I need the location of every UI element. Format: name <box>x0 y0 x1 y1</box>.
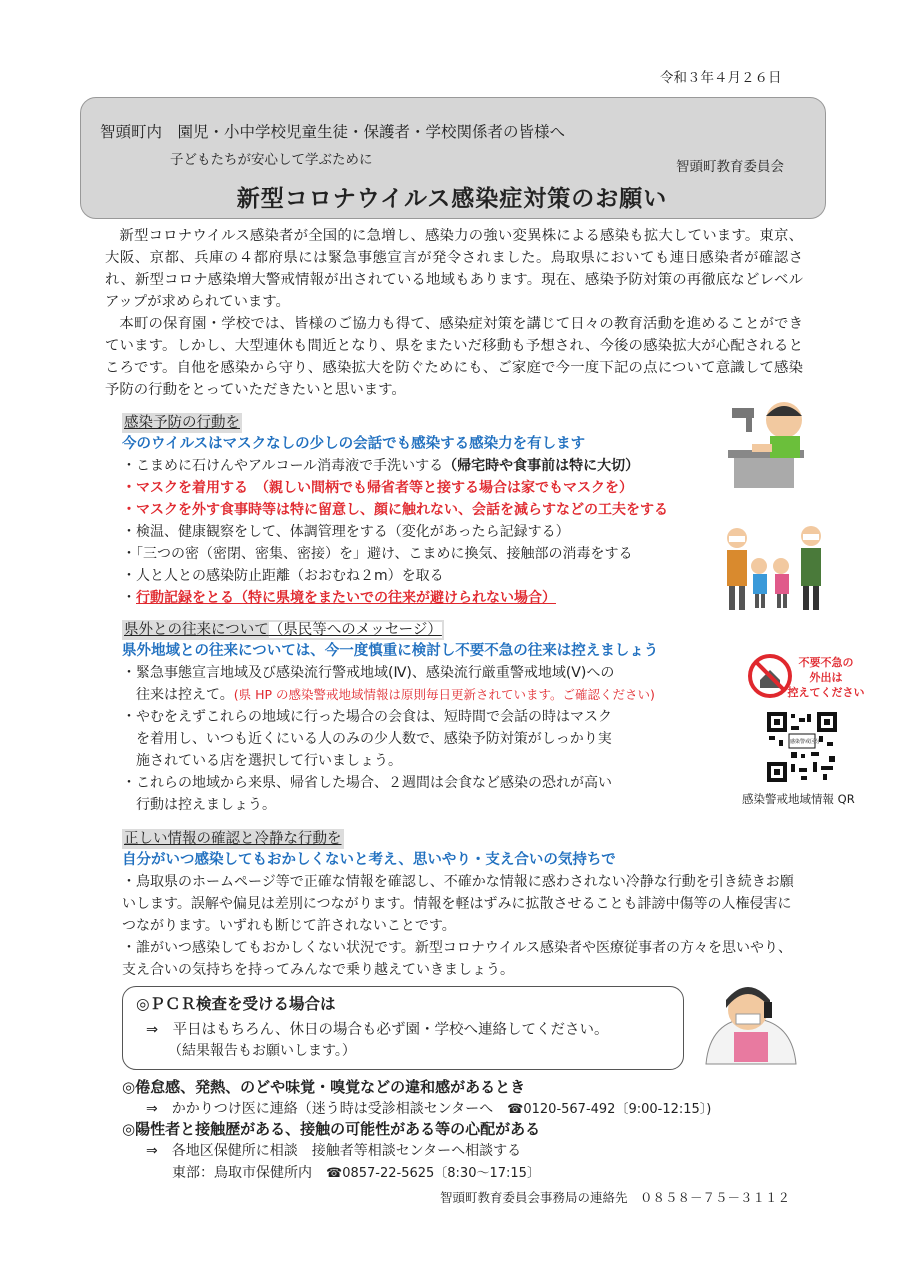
contact-line: ⇒ 各地区保健所に相談 接触者等相談センターへ相談する <box>146 1143 522 1159</box>
list-item: ・これらの地域から来県、帰省した場合、２週間は会食など感染の恐れが高い <box>122 775 612 791</box>
svg-text:外出は: 外出は <box>809 671 843 684</box>
handwashing-illustration <box>722 392 812 492</box>
contact-center: 東部：鳥取市保健所内 ☎0857-22-5625〔8:30～17:15〕 <box>172 1165 540 1181</box>
list-item: ・マスクを着用する （親しい間柄でも帰省者等と接する場合は家でもマスクを） <box>122 480 633 496</box>
issuer: 智頭町教育委員会 <box>676 159 784 175</box>
subtitle: 子どもたちが安心して学ぶために <box>170 152 373 168</box>
no-going-out-sign-icon <box>746 650 864 702</box>
family-mask-illustration <box>715 522 833 612</box>
page-title: 新型コロナウイルス感染症対策のお願い <box>236 186 668 212</box>
pcr-title: ◎ＰＣＲ検査を受ける場合は <box>136 995 336 1013</box>
footer-contact: 智頭町教育委員会事務局の連絡先 ０８５８－７５－３１１２ <box>440 1190 791 1205</box>
recipient-line: 智頭町内 園児・小中学校児童生徒・保護者・学校関係者の皆様へ <box>100 123 566 141</box>
symptoms-line: ⇒ かかりつけ医に連絡（迷う時は受診相談センターへ ☎0120-567-492〔9:00-12:15〕) <box>146 1101 712 1117</box>
list-item: ・検温、健康観察をして、体調管理をする（変化があったら記録する） <box>122 524 570 540</box>
section3-heading: 正しい情報の確認と冷静な行動を <box>124 831 342 847</box>
intro-paragraph-2: 本町の保育園・学校では、皆様のご協力も得て、感染症対策を講じて日々の教育活動を進めることができています。しかし、大型連休も間近となり、県をまたいだ移動も予想され、今後の感染拡大が心配されるところです。自他を感染から守り、感染拡大を防ぐためにも、ご家庭で今一度下記の点について意識して感染予防の行動をとっていただきたいと思います。 <box>105 316 803 398</box>
list-item-continued: 施されている店を選択して行いましょう。 <box>136 753 402 769</box>
list-item: ・緊急事態宣言地域及び感染流行警戒地域(Ⅳ)、感染流行厳重警戒地域(Ⅴ)への <box>122 665 615 681</box>
qr-caption: 感染警戒地域情報 QR <box>742 792 855 806</box>
pcr-line1: ⇒ 平日はもちろん、休日の場合も必ず園・学校へ連絡してください。 <box>146 1022 609 1038</box>
qr-code-icon[interactable] <box>767 712 837 782</box>
section2-subheading: 県外地域との往来については、今一度慎重に検討し不要不急の往来は控えましょう <box>122 643 659 659</box>
section1-heading: 感染予防の行動を <box>124 415 240 431</box>
list-item-continued: 行動は控えましょう。 <box>136 797 276 813</box>
pcr-line2: （結果報告もお願いします。） <box>168 1043 356 1059</box>
sick-child-illustration <box>700 980 800 1070</box>
symptoms-title: ◎倦怠感、発熱、のどや味覚・嗅覚などの違和感があるとき <box>122 1078 526 1096</box>
list-item-continued: を着用し、いつも近くにいる人のみの少人数で、感染予防対策がしっかり実 <box>136 731 612 747</box>
svg-text:控えてください: 控えてください <box>787 686 864 699</box>
list-item: ・｢三つの密（密閉、密集、密接）を」避け、こまめに換気、接触部の消毒をする <box>122 546 633 562</box>
list-item: ・マスクを外す食事時等は特に留意し、顔に触れない、会話を減らすなどの工夫をする <box>122 502 668 518</box>
list-item: ・鳥取県のホームページ等で正確な情報を確認し、不確かな情報に惑わされない冷静な行動を引き続きお願いします。誤解や偏見は差別につながります。情報を軽はずみに拡散させることも誹謗中傷等の人権侵害につながります。いずれも断じて許されないことです。 <box>122 874 794 934</box>
section1-subheading: 今のウイルスはマスクなしの少しの会話でも感染する感染力を有します <box>122 436 586 452</box>
list-item: ・やむをえずこれらの地域に行った場合の会食は、短時間で会話の時はマスク <box>122 709 612 725</box>
list-item-continued: 往来は控えて。(県 HP の感染警戒地域情報は原則毎日更新されています。ご確認ください) <box>136 687 655 703</box>
list-item: ・誰がいつ感染してもおかしくない状況です。新型コロナウイルス感染者や医療従事者の方々を思いやり、支え合いの気持ちを持ってみんなで乗り越えていきましょう。 <box>122 940 793 978</box>
list-item: ・人と人との感染防止距離（おおむね２m）を取る <box>122 568 444 584</box>
list-item: ・こまめに石けんやアルコール消毒液で手洗いする（帰宅時や食事前は特に大切） <box>122 458 640 474</box>
intro-paragraph-1: 新型コロナウイルス感染者が全国的に急増し、感染力の強い変異株による感染も拡大しています。東京、大阪、京都、兵庫の４都府県には緊急事態宣言が発令されました。鳥取県においても連日感染者が確認され、新型コロナ感染増大警戒情報が出されている地域もあります。現在、感染予防対策の再徹底などレベルアップが求められています。 <box>105 228 803 310</box>
section3-subheading: 自分がいつ感染してもおかしくないと考え、思いやり・支え合いの気持ちで <box>122 852 616 868</box>
document-date: 令和３年４月２６日 <box>660 70 782 86</box>
contact-title: ◎陽性者と接触歴がある、接触の可能性がある等の心配がある <box>122 1120 541 1138</box>
list-item: ・行動記録をとる（特に県境をまたいでの往来が避けられない場合） <box>122 590 556 606</box>
section2-heading: 県外との往来について（県民等へのメッセージ） <box>124 622 442 638</box>
qr-label: 感染警戒区分 <box>790 739 821 745</box>
svg-text:不要不急の: 不要不急の <box>798 656 854 669</box>
